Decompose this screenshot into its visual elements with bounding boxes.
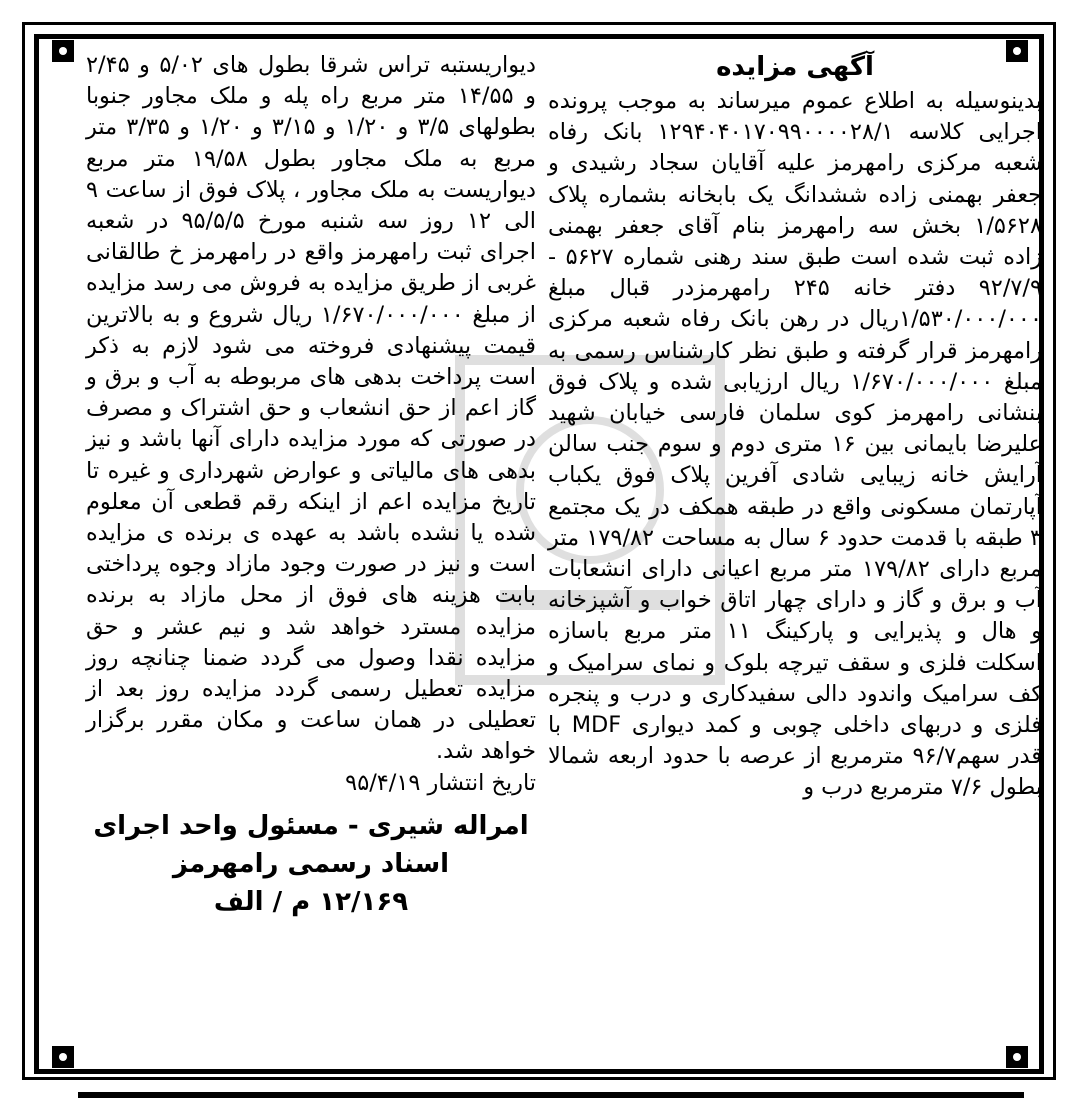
- notice-body-right: بدینوسیله به اطلاع عموم میرساند به موجب پرونده اجرایی کلاسه ۱۲۹۴۰۴۰۱۷۰۹۹۰۰۰۰۲۸/۱ بانک رفاه شعبه مرکزی رامهرمز علیه آقایان سجاد رشیدی و جعفر بهمنی زاده ششدانگ یک بابخانه بشماره پلاک ۱/۵۶۲۸ بخش سه رامهرمز بنام آقای جعفر بهمنی زاده ثبت شده است طبق سند رهنی شماره ۵۶۲۷ - ۹۲/۷/۹ دفتر خانه ۲۴۵ رامهرمزدر قبال مبلغ ۱/۵۳۰/۰۰۰/۰۰۰ریال در رهن بانک رفاه شعبه مرکزی رامهرمز قرار گرفته و طبق نظر کارشناس رسمی به مبلغ ۱/۶۷۰/۰۰۰/۰۰۰ ریال ارزیابی شده و پلاک فوق بنشانی رامهرمز کوی سلمان فارسی خیابان شهید علیرضا بایمانی بین ۱۶ متری دوم و سوم جنب سالن آرایش خانه زیبایی شادی آفرین پلاک فوق یکباب آپارتمان مسکونی واقع در طبقه همکف در یک مجتمع ۳ طبقه با قدمت حدود ۶ سال به مساحت ۱۷۹/۸۲ متر مربع دارای ۱۷۹/۸۲ متر مربع اعیانی دارای انشعابات آب و برق و گاز و دارای چهار اتاق خواب و آشپزخانه و هال و پذیرایی و پارکینگ ۱۱ متر مربع باسازه اسکلت فلزی و سقف تیرچه بلوک و نمای سرامیک و کف سرامیک واندود دالی سفیدکاری و درب و پنجره فلزی و دربهای داخلی چوبی و کمد دیواری MDF با قدر سهم۹۶/۷ مترمربع از عرصه با حدود اربعه شمالا بطول ۷/۶ مترمربع درب و: [548, 88, 1042, 801]
- notice-left-column: [86, 50, 536, 921]
- notice-title: آگهی مزایده: [716, 52, 874, 82]
- corner-ornament-icon: [1006, 1046, 1028, 1068]
- reference-number: ۱۲/۱۶۹ م / الف: [213, 886, 409, 917]
- bottom-divider: [78, 1092, 1024, 1098]
- signature-block: [86, 807, 536, 921]
- corner-ornament-icon: [52, 40, 74, 62]
- corner-ornament-icon: [52, 1046, 74, 1068]
- notice-right-column: [548, 50, 1042, 804]
- signature-line-1: امراله شیری - مسئول واحد اجرای: [93, 810, 529, 841]
- notice-body-left: دیواریستبه تراس شرقا بطول های ۵/۰۲ و ۲/۴۵ و ۱۴/۵۵ متر مربع راه پله و ملک مجاور جنوبا بطولهای ۳/۵ و ۱/۲۰ و ۳/۱۵ و ۱/۲۰ و ۳/۳۵ متر مربع به ملک مجاور بطول ۱۹/۵۸ متر مربع دیواریست به ملک مجاور ، پلاک فوق از ساعت ۹ الی ۱۲ روز سه شنبه مورخ ۹۵/۵/۵ در شعبه اجرای ثبت رامهرمز واقع در رامهرمز خ طالقانی غربی از طریق مزایده به فروش می رسد مزایده از مبلغ ۱/۶۷۰/۰۰۰/۰۰۰ ریال شروع و به بالاترین قیمت پیشنهادی فروخته می شود لازم به ذکر است پرداخت بدهی های مربوطه به آب و برق و گاز اعم از حق انشعاب و حق اشتراک و مصرف در صورتی که مورد مزایده دارای آنها باشد و نیز بدهی های مالیاتی و عوارض شهرداری و غیره تا تاریخ مزایده اعم از اینکه رقم قطعی آن معلوم شده یا نشده باشد به عهده ی برنده ی مزایده است و نیز در صورت وجود مازاد وجوه پرداختی بابت هزینه های فوق از محل مازاد به برنده مزایده مسترد خواهد شد و نیم عشر و حق مزایده نقدا وصول می گردد ضمنا چنانچه روز مزایده تعطیل رسمی گردد مزایده روز بعد از تعطیلی در همان ساعت و مکان مقرر برگزار خواهد شد.: [86, 52, 536, 765]
- publish-date: تاریخ انتشار ۹۵/۴/۱۹: [345, 769, 536, 796]
- signature-line-2: اسناد رسمی رامهرمز: [172, 848, 450, 879]
